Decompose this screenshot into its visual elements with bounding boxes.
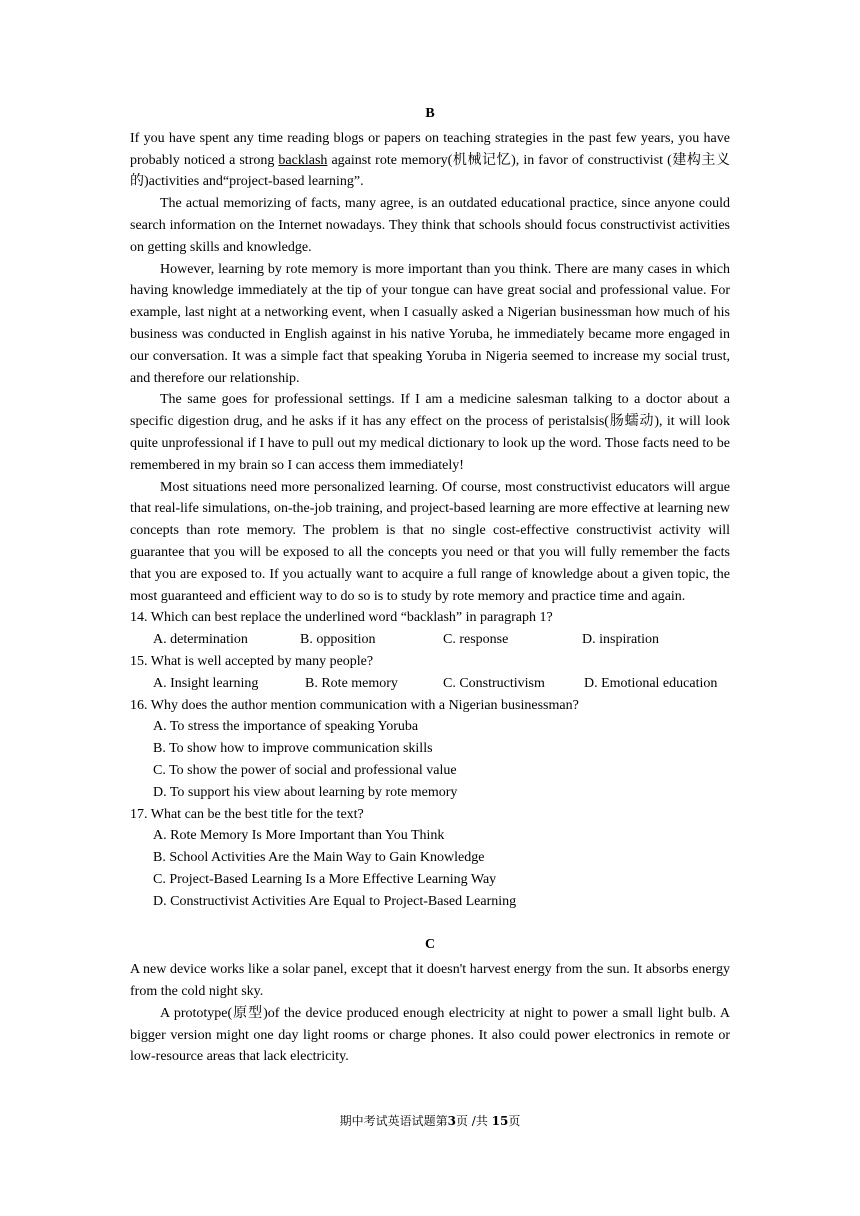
footer-total-pages: 15 (491, 1114, 509, 1128)
footer-prefix: 期中考试英语试题第 (339, 1114, 448, 1128)
section-c-paragraph-1: A new device works like a solar panel, except that it doesn't harvest energy from the sun. It absorbs energy from the cold night sky. (130, 962, 730, 1000)
page-footer (0, 1112, 860, 1129)
question-14 (130, 607, 730, 651)
option-a: A. To stress the importance of speaking Yoruba (153, 719, 419, 735)
question-stem: 16. Why does the author mention communication with a Nigerian businessman? (130, 697, 579, 713)
option-c: C. Project-Based Learning Is a More Effective Learning Way (153, 871, 497, 887)
p1-text-before: If you have spent any time reading blogs or papers on teaching strategies in the past few years, you have probably noticed a strong (130, 130, 730, 168)
underlined-word: backlash (278, 152, 328, 168)
section-b-paragraph-2: The actual memorizing of facts, many agree, is an outdated educational practice, since anyone could search information on the Internet nowadays. They think that schools should focus constructivist activities on getting skills and knowledge. (130, 196, 730, 255)
option-b: B. opposition (300, 632, 376, 648)
p1-text-after: against rote memory(机械记忆), in favor of constructivist (建构主义的)activities and“project-based learning”. (130, 152, 730, 190)
section-c-paragraph-2: A prototype(原型)of the device produced enough electricity at night to power a small light bulb. A bigger version might one day light rooms or charge phones. It also could power electronics in remote or low-resource areas that lack electricity. (130, 1005, 730, 1065)
option-a: A. Rote Memory Is More Important than You Think (153, 828, 445, 844)
section-b-paragraph-4: The same goes for professional settings. If I am a medicine salesman talking to a doctor about a specific digestion drug, and he asks if it has any effect on the process of peristalsis(肠蠕动), it will look quite unprofessional if I have to pull out my medical dictionary to look up the word. Those facts need to be remembered in my brain so I can access them immediately! (130, 392, 730, 473)
section-b-paragraph-5: Most situations need more personalized learning. Of course, most constructivist educators will argue that real-life simulations, on-the-job training, and project-based learning are more effective at learning new concepts than rote memory. The problem is that no single cost-effective constructivist activity will guarantee that you will be exposed to all the concepts you need or that you will fully remember the facts that you are exposed to. If you actually want to acquire a full range of knowledge about a given topic, the most guaranteed and efficient way to do so is to study by rote memory and practice time and again. (130, 479, 730, 604)
section-c-heading: C (424, 937, 436, 953)
question-stem: 14. Which can best replace the underlined word “backlash” in paragraph 1? (130, 610, 553, 626)
section-b-paragraph-1 (130, 128, 730, 193)
footer-page-number: 3 (447, 1114, 456, 1128)
question-stem: 15. What is well accepted by many people? (130, 653, 374, 669)
question-15 (130, 651, 730, 695)
section-b (130, 103, 730, 607)
section-b-heading: B (425, 106, 435, 121)
option-d: D. inspiration (582, 632, 659, 648)
options-row (130, 673, 730, 695)
option-b: B. School Activities Are the Main Way to Gain Knowledge (153, 850, 485, 866)
section-b-paragraph-3: However, learning by rote memory is more important than you think. There are many cases in which having knowledge immediately at the tip of your tongue can have great social and professional value. For example, last night at a networking event, when I casually asked a Nigerian businessman how much of his business was conducted in English against in his native Yoruba, he immediately became more engaged in our conversation. It was a simple fact that speaking Yoruba in Nigeria seemed to increase my social trust, and therefore our relationship. (130, 261, 730, 386)
question-16 (130, 695, 730, 804)
option-d: D. To support his view about learning by rote memory (153, 784, 458, 800)
option-a: A. determination (153, 632, 248, 648)
option-c: C. Constructivism (443, 675, 545, 691)
option-d: D. Emotional education (584, 675, 718, 691)
option-a: A. Insight learning (153, 675, 259, 691)
footer-suffix: 页 (508, 1114, 521, 1128)
option-d: D. Constructivist Activities Are Equal to Project-Based Learning (153, 893, 517, 909)
option-b: B. To show how to improve communication skills (153, 741, 433, 757)
option-c: C. To show the power of social and professional value (153, 762, 457, 778)
options-row (130, 629, 730, 651)
section-c (130, 934, 730, 1068)
option-b: B. Rote memory (305, 675, 398, 691)
question-stem: 17. What can be the best title for the text? (130, 806, 364, 822)
footer-middle: 页 /共 (455, 1114, 492, 1128)
option-c: C. response (443, 632, 509, 648)
section-spacer (130, 912, 730, 934)
document-page (130, 103, 730, 1068)
question-17 (130, 804, 730, 913)
